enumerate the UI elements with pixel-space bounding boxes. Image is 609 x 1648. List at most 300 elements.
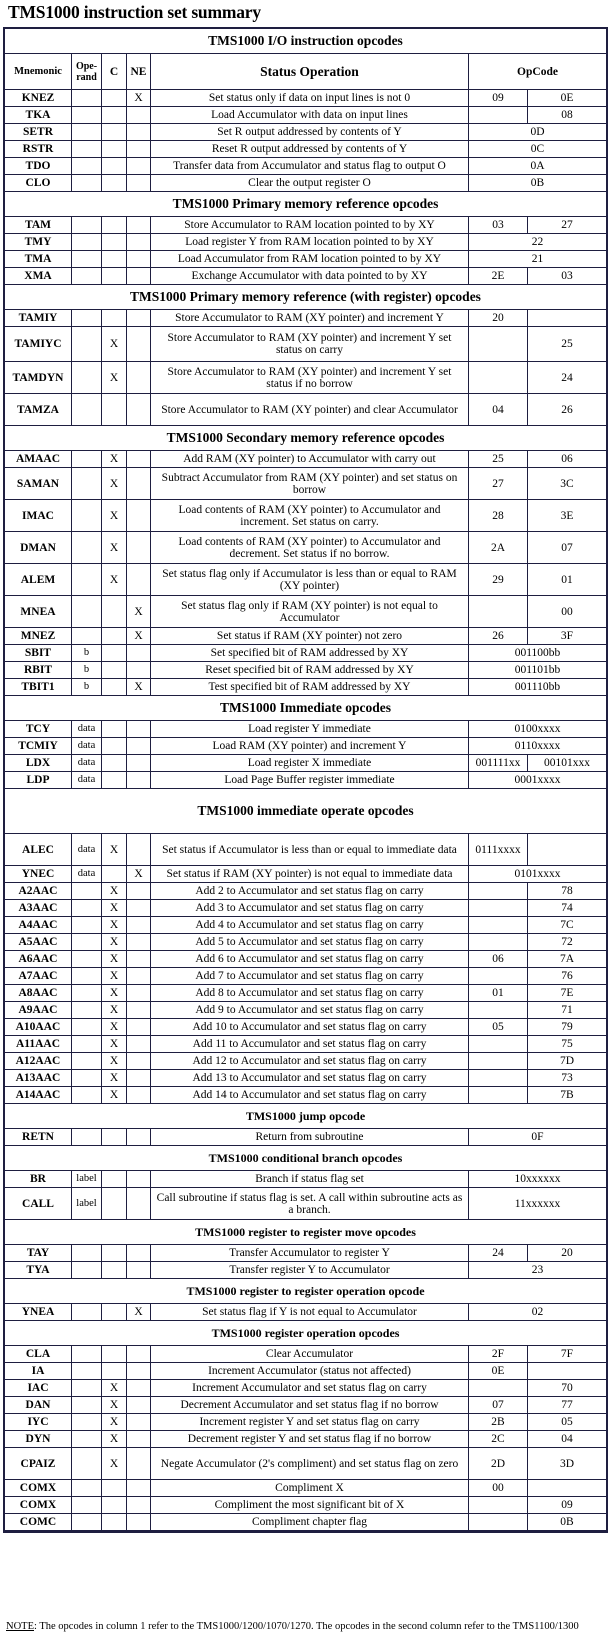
- page-title: TMS1000 instruction set summary: [8, 2, 261, 22]
- table-row: [5, 251, 606, 268]
- table-row: [5, 532, 606, 564]
- opcode-col2-cell: 3D: [559, 1457, 575, 1470]
- status-operation-cell: Store Accumulator to RAM (XY pointer) and increment Y set status if no borrow: [151, 362, 469, 393]
- status-operation-cell: Compliment the most significant bit of X: [151, 1497, 469, 1513]
- status-operation-cell: Store Accumulator to RAM (XY pointer) and increment Y: [151, 310, 469, 326]
- table-row: [5, 645, 606, 662]
- table-row: [5, 738, 606, 755]
- operand-cell: [72, 394, 102, 425]
- mnemonic-cell: A5AAC: [5, 934, 72, 950]
- table-row: [5, 1431, 606, 1448]
- opcode-cell: 22: [531, 236, 544, 248]
- ne-flag-cell: [127, 1497, 151, 1513]
- operand-cell: [72, 1262, 102, 1278]
- table-row: [5, 468, 606, 500]
- opcode-col1-cell: 01: [469, 985, 528, 1001]
- table-row: [5, 1346, 606, 1363]
- status-operation-cell: Store Accumulator to RAM (XY pointer) and clear Accumulator: [151, 394, 469, 425]
- carry-flag-cell: [102, 1262, 127, 1278]
- ne-flag-cell: [127, 968, 151, 984]
- table-row: [5, 1070, 606, 1087]
- ne-flag-cell: [127, 268, 151, 284]
- mnemonic-cell: TYA: [5, 1262, 72, 1278]
- carry-flag-cell: [102, 1129, 127, 1145]
- opcode-col2-cell: 05: [561, 1416, 573, 1428]
- mnemonic-cell: A2AAC: [5, 883, 72, 899]
- mnemonic-cell: TAMZA: [5, 394, 72, 425]
- status-operation-cell: Add 5 to Accumulator and set status flag on carry: [151, 934, 469, 950]
- carry-flag-cell: [102, 1514, 127, 1530]
- section-header: [5, 29, 606, 54]
- ne-flag-cell: [127, 1053, 151, 1069]
- column-header-row: [5, 54, 606, 90]
- table-row: [5, 596, 606, 628]
- status-operation-cell: Add 7 to Accumulator and set status flag on carry: [151, 968, 469, 984]
- table-row: [5, 500, 606, 532]
- table-row: [5, 1188, 606, 1220]
- status-operation-cell: Load register Y from RAM location pointed to by XY: [151, 234, 469, 250]
- operand-cell: [72, 1036, 102, 1052]
- table-row: [5, 158, 606, 175]
- operand-cell: [72, 362, 102, 393]
- mnemonic-cell: SBIT: [5, 645, 72, 661]
- carry-flag-cell: [102, 772, 127, 788]
- table-row: [5, 917, 606, 934]
- mnemonic-cell: TAY: [5, 1245, 72, 1261]
- mnemonic-cell: TCMIY: [5, 738, 72, 754]
- operand-cell: [72, 500, 102, 531]
- mnemonic-cell: DAN: [5, 1397, 72, 1413]
- status-operation-cell: Add 13 to Accumulator and set status flag on carry: [151, 1070, 469, 1086]
- opcode-col2-cell: [528, 310, 606, 326]
- ne-flag-cell: [127, 158, 151, 174]
- table-row: [5, 1053, 606, 1070]
- ne-flag-cell: [127, 1188, 151, 1219]
- opcode-col1-cell: 09: [469, 90, 528, 106]
- table-row: [5, 1397, 606, 1414]
- status-operation-cell: Add RAM (XY pointer) to Accumulator with carry out: [151, 451, 469, 467]
- opcode-col1-cell: [469, 1036, 528, 1052]
- opcode-col1-cell: [469, 107, 528, 123]
- operand-cell: [72, 564, 102, 595]
- opcode-col2-cell: 26: [561, 403, 573, 416]
- carry-flag-cell: X: [102, 1002, 127, 1018]
- mnemonic-cell: TDO: [5, 158, 72, 174]
- operand-cell: [72, 310, 102, 326]
- table-row: [5, 90, 606, 107]
- table-row: [5, 1245, 606, 1262]
- carry-flag-cell: [102, 107, 127, 123]
- section-title: TMS1000 Immediate opcodes: [220, 700, 391, 715]
- header-operand: Ope-rand: [72, 54, 102, 89]
- opcode-col1-cell: [469, 934, 528, 950]
- opcode-col2-cell: 07: [561, 541, 573, 554]
- status-operation-cell: Set status flag if Y is not equal to Accumulator: [151, 1304, 469, 1320]
- carry-flag-cell: X: [102, 1053, 127, 1069]
- carry-flag-cell: [102, 1480, 127, 1496]
- opcode-cell: 02: [531, 1306, 544, 1318]
- status-operation-cell: Call subroutine if status flag is set. A call within subroutine acts as a branch.: [151, 1188, 469, 1219]
- table-row: [5, 217, 606, 234]
- carry-flag-cell: [102, 268, 127, 284]
- table-row: [5, 124, 606, 141]
- mnemonic-cell: YNEC: [5, 866, 72, 882]
- ne-flag-cell: [127, 755, 151, 771]
- opcode-cell: 10xxxxxx: [514, 1173, 561, 1185]
- opcode-col1-cell: [469, 1514, 528, 1530]
- opcode-col2-cell: 3C: [560, 477, 574, 490]
- carry-flag-cell: [102, 628, 127, 644]
- operand-cell: b: [72, 662, 102, 678]
- mnemonic-cell: RETN: [5, 1129, 72, 1145]
- section-title: TMS1000 Primary memory reference opcodes: [172, 196, 439, 211]
- opcode-col2-cell: 0B: [560, 1516, 574, 1528]
- carry-flag-cell: [102, 124, 127, 140]
- mnemonic-cell: SAMAN: [5, 468, 72, 499]
- status-operation-cell: Increment register Y and set status flag on carry: [151, 1414, 469, 1430]
- carry-flag-cell: X: [102, 327, 127, 361]
- ne-flag-cell: [127, 1002, 151, 1018]
- opcode-col2-cell: [528, 1363, 606, 1379]
- mnemonic-cell: A14AAC: [5, 1087, 72, 1103]
- header-opcode: OpCode: [517, 65, 558, 78]
- mnemonic-cell: TKA: [5, 107, 72, 123]
- ne-flag-cell: X: [127, 866, 151, 882]
- opcode-col1-cell: [469, 968, 528, 984]
- operand-cell: [72, 90, 102, 106]
- section-header: [5, 1104, 606, 1129]
- table-row: [5, 883, 606, 900]
- status-operation-cell: Add 14 to Accumulator and set status flag on carry: [151, 1087, 469, 1103]
- mnemonic-cell: A6AAC: [5, 951, 72, 967]
- status-operation-cell: Increment Accumulator (status not affected): [151, 1363, 469, 1379]
- status-operation-cell: Decrement register Y and set status flag if no borrow: [151, 1431, 469, 1447]
- ne-flag-cell: [127, 310, 151, 326]
- mnemonic-cell: COMX: [5, 1480, 72, 1496]
- mnemonic-cell: IYC: [5, 1414, 72, 1430]
- carry-flag-cell: X: [102, 951, 127, 967]
- mnemonic-cell: A3AAC: [5, 900, 72, 916]
- ne-flag-cell: [127, 772, 151, 788]
- opcode-cell: 001110bb: [514, 681, 561, 693]
- table-row: [5, 564, 606, 596]
- opcode-col1-cell: 00: [469, 1480, 528, 1496]
- table-row: [5, 866, 606, 883]
- operand-cell: [72, 1304, 102, 1320]
- opcode-col2-cell: 73: [561, 1072, 573, 1084]
- carry-flag-cell: X: [102, 1087, 127, 1103]
- status-operation-cell: Add 6 to Accumulator and set status flag on carry: [151, 951, 469, 967]
- carry-flag-cell: [102, 175, 127, 191]
- opcode-col1-cell: 2C: [469, 1431, 528, 1447]
- carry-flag-cell: X: [102, 468, 127, 499]
- opcode-col2-cell: 0E: [560, 92, 574, 104]
- carry-flag-cell: [102, 755, 127, 771]
- operand-cell: [72, 985, 102, 1001]
- ne-flag-cell: [127, 934, 151, 950]
- operand-cell: [72, 251, 102, 267]
- table-row: [5, 1262, 606, 1279]
- opcode-col1-cell: 2B: [469, 1414, 528, 1430]
- opcode-col1-cell: 04: [469, 394, 528, 425]
- carry-flag-cell: [102, 251, 127, 267]
- table-row: [5, 394, 606, 426]
- opcode-col1-cell: 27: [469, 468, 528, 499]
- opcode-col2-cell: 04: [561, 1433, 573, 1445]
- opcode-col2-cell: 20: [561, 1247, 573, 1259]
- operand-cell: [72, 1363, 102, 1379]
- opcode-col2-cell: 77: [561, 1399, 573, 1411]
- ne-flag-cell: [127, 1036, 151, 1052]
- status-operation-cell: Transfer register Y to Accumulator: [151, 1262, 469, 1278]
- status-operation-cell: Clear Accumulator: [151, 1346, 469, 1362]
- mnemonic-cell: A4AAC: [5, 917, 72, 933]
- ne-flag-cell: X: [127, 1304, 151, 1320]
- opcode-col2-cell: 03: [561, 270, 573, 282]
- table-row: [5, 951, 606, 968]
- ne-flag-cell: [127, 251, 151, 267]
- opcode-col2-cell: 72: [561, 936, 573, 948]
- carry-flag-cell: [102, 1171, 127, 1187]
- status-operation-cell: Store Accumulator to RAM (XY pointer) and increment Y set status on carry: [151, 327, 469, 361]
- operand-cell: [72, 1002, 102, 1018]
- opcode-col1-cell: 2E: [469, 268, 528, 284]
- operand-cell: [72, 1053, 102, 1069]
- mnemonic-cell: TAM: [5, 217, 72, 233]
- operand-cell: [72, 1245, 102, 1261]
- mnemonic-cell: A9AAC: [5, 1002, 72, 1018]
- instruction-table: [3, 27, 608, 1533]
- section-header: [5, 1321, 606, 1346]
- operand-cell: [72, 934, 102, 950]
- status-operation-cell: Set status if RAM (XY pointer) not zero: [151, 628, 469, 644]
- status-operation-cell: Add 4 to Accumulator and set status flag on carry: [151, 917, 469, 933]
- opcode-col1-cell: 2A: [469, 532, 528, 563]
- table-row: [5, 175, 606, 192]
- mnemonic-cell: A13AAC: [5, 1070, 72, 1086]
- opcode-cell: 001100bb: [514, 647, 561, 659]
- table-row: [5, 1363, 606, 1380]
- section-header: [5, 696, 606, 721]
- carry-flag-cell: [102, 596, 127, 627]
- carry-flag-cell: X: [102, 362, 127, 393]
- ne-flag-cell: [127, 175, 151, 191]
- status-operation-cell: Load Accumulator from RAM location pointed to by XY: [151, 251, 469, 267]
- carry-flag-cell: [102, 310, 127, 326]
- table-row: [5, 900, 606, 917]
- ne-flag-cell: [127, 1514, 151, 1530]
- opcode-cell: 0100xxxx: [514, 723, 561, 735]
- opcode-cell: 0F: [531, 1131, 544, 1143]
- table-row: [5, 1087, 606, 1104]
- ne-flag-cell: [127, 917, 151, 933]
- status-operation-cell: Store Accumulator to RAM location pointed to by XY: [151, 217, 469, 233]
- opcode-cell: 0A: [530, 160, 545, 172]
- table-row: [5, 1380, 606, 1397]
- ne-flag-cell: [127, 883, 151, 899]
- operand-cell: label: [72, 1188, 102, 1219]
- mnemonic-cell: LDP: [5, 772, 72, 788]
- opcode-col1-cell: [469, 900, 528, 916]
- ne-flag-cell: [127, 468, 151, 499]
- mnemonic-cell: CPAIZ: [5, 1448, 72, 1479]
- operand-cell: [72, 628, 102, 644]
- section-header: [5, 1279, 606, 1304]
- mnemonic-cell: KNEZ: [5, 90, 72, 106]
- status-operation-cell: Load register X immediate: [151, 755, 469, 771]
- carry-flag-cell: [102, 90, 127, 106]
- mnemonic-cell: XMA: [5, 268, 72, 284]
- opcode-col2-cell: 25: [561, 338, 573, 350]
- ne-flag-cell: X: [127, 90, 151, 106]
- operand-cell: [72, 1019, 102, 1035]
- ne-flag-cell: [127, 1070, 151, 1086]
- status-operation-cell: Add 8 to Accumulator and set status flag on carry: [151, 985, 469, 1001]
- mnemonic-cell: COMC: [5, 1514, 72, 1530]
- note-label: NOTE: [6, 1621, 34, 1632]
- opcode-col2-cell: 78: [561, 885, 573, 897]
- ne-flag-cell: [127, 721, 151, 737]
- carry-flag-cell: [102, 662, 127, 678]
- ne-flag-cell: X: [127, 679, 151, 695]
- table-row: [5, 1448, 606, 1480]
- opcode-col2-cell: 00: [561, 605, 573, 618]
- carry-flag-cell: [102, 141, 127, 157]
- table-row: [5, 310, 606, 327]
- ne-flag-cell: [127, 1480, 151, 1496]
- opcode-col2-cell: 74: [561, 902, 573, 914]
- opcode-col1-cell: 07: [469, 1397, 528, 1413]
- ne-flag-cell: [127, 362, 151, 393]
- status-operation-cell: Return from subroutine: [151, 1129, 469, 1145]
- operand-cell: data: [72, 721, 102, 737]
- carry-flag-cell: [102, 1363, 127, 1379]
- opcode-col2-cell: [528, 1480, 606, 1496]
- status-operation-cell: Add 10 to Accumulator and set status flag on carry: [151, 1019, 469, 1035]
- opcode-col2-cell: 06: [561, 453, 573, 465]
- opcode-cell: 0D: [530, 126, 545, 138]
- operand-cell: b: [72, 645, 102, 661]
- operand-cell: [72, 968, 102, 984]
- opcode-col2-cell: 79: [561, 1021, 573, 1033]
- opcode-col1-cell: [469, 362, 528, 393]
- operand-cell: [72, 217, 102, 233]
- operand-cell: [72, 596, 102, 627]
- mnemonic-cell: ALEC: [5, 834, 72, 865]
- status-operation-cell: Decrement Accumulator and set status flag if no borrow: [151, 1397, 469, 1413]
- mnemonic-cell: A7AAC: [5, 968, 72, 984]
- operand-cell: [72, 1448, 102, 1479]
- mnemonic-cell: MNEZ: [5, 628, 72, 644]
- mnemonic-cell: CLO: [5, 175, 72, 191]
- opcode-col1-cell: 0111xxxx: [469, 834, 528, 865]
- status-operation-cell: Clear the output register O: [151, 175, 469, 191]
- table-row: [5, 1129, 606, 1146]
- carry-flag-cell: X: [102, 834, 127, 865]
- operand-cell: [72, 175, 102, 191]
- carry-flag-cell: X: [102, 1070, 127, 1086]
- table-row: [5, 362, 606, 394]
- status-operation-cell: Negate Accumulator (2's compliment) and set status flag on zero: [151, 1448, 469, 1479]
- operand-cell: [72, 468, 102, 499]
- status-operation-cell: Add 11 to Accumulator and set status flag on carry: [151, 1036, 469, 1052]
- mnemonic-cell: AMAAC: [5, 451, 72, 467]
- opcode-cell: 21: [531, 253, 544, 265]
- opcode-col2-cell: 08: [561, 109, 573, 121]
- carry-flag-cell: X: [102, 934, 127, 950]
- ne-flag-cell: [127, 1129, 151, 1145]
- section-title: TMS1000 Secondary memory reference opcodes: [166, 430, 445, 445]
- opcode-col1-cell: [469, 327, 528, 361]
- opcode-col2-cell: 24: [561, 371, 573, 384]
- opcode-col2-cell: 75: [561, 1038, 573, 1050]
- table-row: [5, 234, 606, 251]
- section-header: [5, 426, 606, 451]
- carry-flag-cell: X: [102, 917, 127, 933]
- opcode-col2-cell: 7D: [559, 1055, 575, 1067]
- status-operation-cell: Compliment chapter flag: [151, 1514, 469, 1530]
- status-operation-cell: Load contents of RAM (XY pointer) to Accumulator and decrement. Set status if no borrow.: [151, 532, 469, 563]
- operand-cell: [72, 883, 102, 899]
- carry-flag-cell: X: [102, 1380, 127, 1396]
- opcode-col1-cell: 26: [469, 628, 528, 644]
- opcode-col2-cell: 70: [561, 1382, 573, 1394]
- mnemonic-cell: COMX: [5, 1497, 72, 1513]
- carry-flag-cell: [102, 1245, 127, 1261]
- ne-flag-cell: [127, 107, 151, 123]
- section-header: [5, 1220, 606, 1245]
- opcode-col1-cell: [469, 1380, 528, 1396]
- ne-flag-cell: [127, 900, 151, 916]
- ne-flag-cell: [127, 1431, 151, 1447]
- section-title: TMS1000 Primary memory reference (with register) opcodes: [130, 289, 481, 304]
- table-row: [5, 1019, 606, 1036]
- operand-cell: [72, 1497, 102, 1513]
- ne-flag-cell: X: [127, 596, 151, 627]
- opcode-col2-cell: 3F: [560, 630, 574, 642]
- carry-flag-cell: X: [102, 532, 127, 563]
- opcode-col1-cell: [469, 883, 528, 899]
- table-row: [5, 1036, 606, 1053]
- table-row: [5, 662, 606, 679]
- operand-cell: [72, 1346, 102, 1362]
- opcode-col1-cell: [469, 1070, 528, 1086]
- ne-flag-cell: [127, 1019, 151, 1035]
- section-title: TMS1000 I/O instruction opcodes: [208, 33, 403, 48]
- mnemonic-cell: CLA: [5, 1346, 72, 1362]
- ne-flag-cell: [127, 985, 151, 1001]
- table-row: [5, 721, 606, 738]
- mnemonic-cell: A12AAC: [5, 1053, 72, 1069]
- table-row: [5, 451, 606, 468]
- opcode-col1-cell: [469, 917, 528, 933]
- carry-flag-cell: [102, 721, 127, 737]
- operand-cell: [72, 1397, 102, 1413]
- operand-cell: [72, 1514, 102, 1530]
- status-operation-cell: Compliment X: [151, 1480, 469, 1496]
- carry-flag-cell: [102, 158, 127, 174]
- operand-cell: [72, 1431, 102, 1447]
- table-row: [5, 934, 606, 951]
- mnemonic-cell: TAMIY: [5, 310, 72, 326]
- status-operation-cell: Set status only if data on input lines is not 0: [151, 90, 469, 106]
- opcode-col2-cell: [528, 834, 606, 865]
- mnemonic-cell: TBIT1: [5, 679, 72, 695]
- mnemonic-cell: TMY: [5, 234, 72, 250]
- ne-flag-cell: [127, 141, 151, 157]
- mnemonic-cell: A8AAC: [5, 985, 72, 1001]
- carry-flag-cell: X: [102, 1431, 127, 1447]
